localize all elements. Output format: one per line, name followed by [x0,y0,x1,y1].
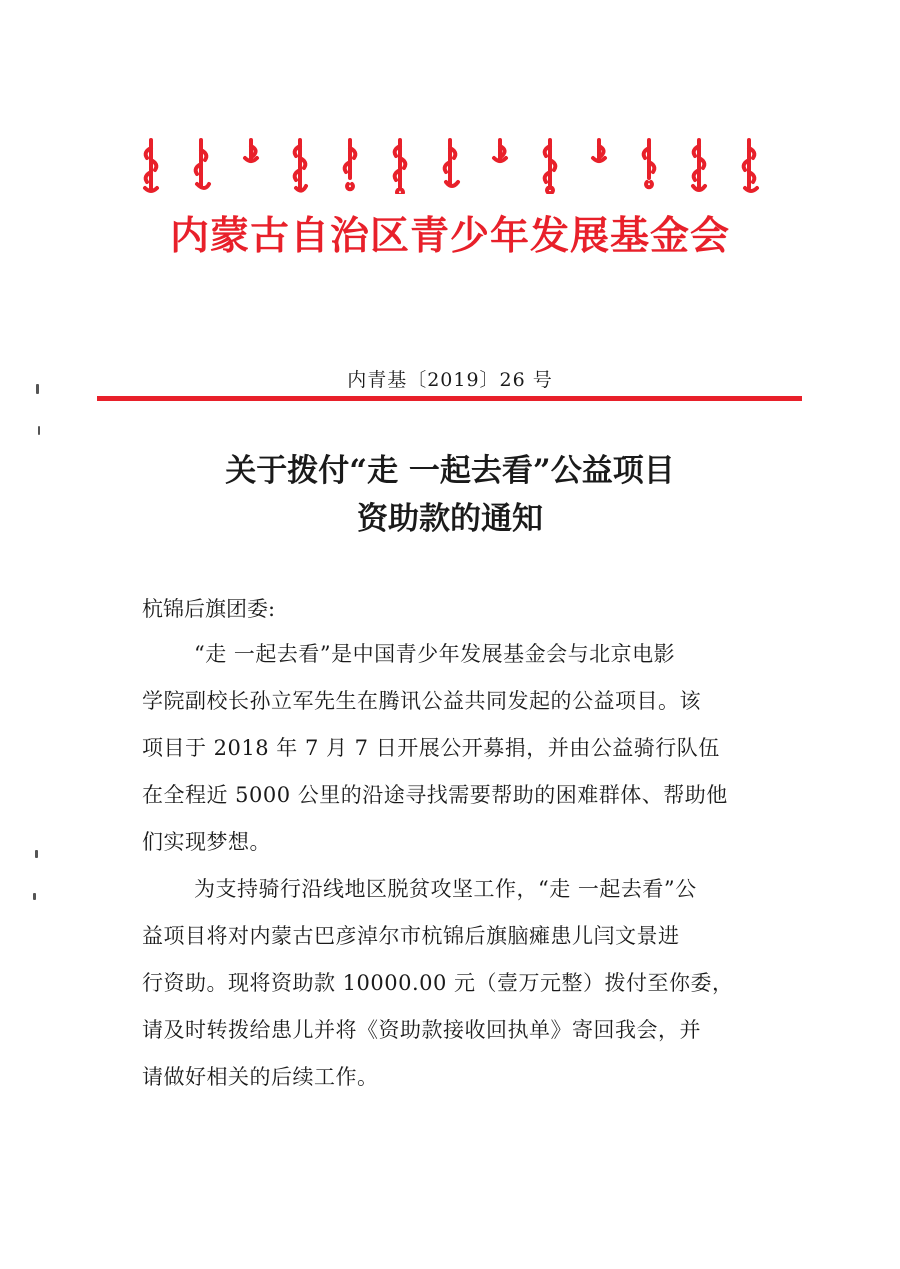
document-title-line-1: 关于拨付“走 一起去看”公益项目 [225,453,675,489]
scan-artifact [38,426,40,435]
mongolian-word-11 [638,138,660,194]
mongolian-word-4 [289,138,311,194]
scan-artifact [36,384,39,394]
paragraph-1-line: 们实现梦想。 [142,830,271,854]
org-name-chinese: 内蒙古自治区青少年发展基金会 [169,213,730,259]
mongolian-word-2 [190,138,212,194]
mongolian-word-9 [539,138,561,194]
paragraph-2-line: 行资助。现将资助款 10000.00 元（壹万元整）拨付至你委， [142,971,734,995]
salutation: 杭锦后旗团委: [142,597,276,621]
mongolian-word-6 [389,138,411,194]
mongolian-word-8 [489,138,511,194]
mongolian-word-3 [240,138,262,194]
paragraph-2-line: 请及时转拨给患儿并将《资助款接收回执单》寄回我会，并 [142,1018,701,1042]
mongolian-word-13 [738,138,760,194]
red-header-rule [97,396,802,401]
document-number: 内青基〔2019〕26 号 [347,369,553,391]
mongolian-word-12 [688,138,710,194]
paragraph-2-line: 为支持骑行沿线地区脱贫攻坚工作，“走 一起去看”公 [194,877,697,901]
paragraph-2-line: 益项目将对内蒙古巴彦淖尔市杭锦后旗脑瘫患儿闫文景进 [142,924,680,948]
mongolian-org-name [140,138,760,196]
document-title-line-2: 资助款的通知 [357,501,543,537]
paragraph-1-line: 项目于 2018 年 7 月 7 日开展公开募捐，并由公益骑行队伍 [142,736,720,760]
paragraph-2-line: 请做好相关的后续工作。 [142,1065,379,1089]
mongolian-word-7 [439,138,461,194]
scan-artifact [35,850,38,858]
scan-artifact [33,893,36,900]
mongolian-word-1 [140,138,162,194]
paragraph-1-line: “走 一起去看”是中国青少年发展基金会与北京电影 [194,642,676,666]
paragraph-1-line: 在全程近 5000 公里的沿途寻找需要帮助的困难群体、帮助他 [142,783,728,807]
mongolian-word-10 [588,138,610,194]
mongolian-word-5 [339,138,361,194]
paragraph-1-line: 学院副校长孙立军先生在腾讯公益共同发起的公益项目。该 [142,689,701,713]
